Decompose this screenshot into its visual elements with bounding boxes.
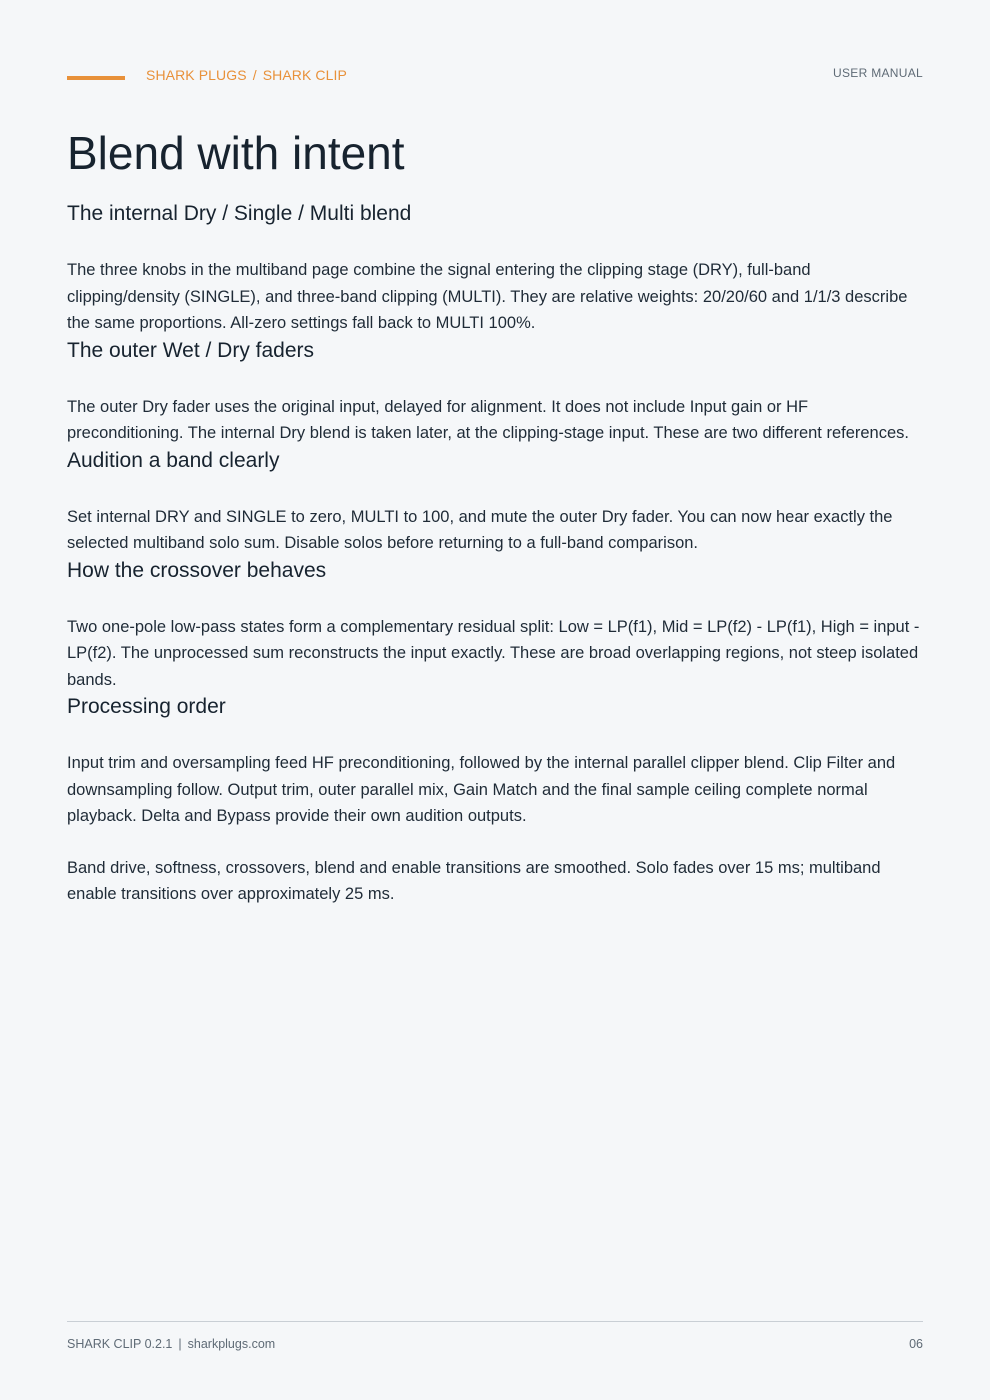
- breadcrumb-separator: /: [252, 67, 257, 83]
- page-header: [67, 66, 923, 86]
- section-paragraph: The three knobs in the multiband page combine the signal entering the clipping stage (DRY), full-band clipping/density (SINGLE), and three-band clipping (MULTI). They are relative weights: 20/20/60 and 1/1/3 describe the same proportions. All-zero settings fall back to MULTI 100%.: [67, 261, 908, 332]
- breadcrumb-item-product: SHARK CLIP: [262, 67, 347, 83]
- page-content: [67, 122, 925, 908]
- page-title: Blend with intent: [67, 127, 405, 179]
- footer-divider: [67, 1321, 923, 1322]
- section-paragraph: Set internal DRY and SINGLE to zero, MULTI to 100, and mute the outer Dry fader. You can now hear exactly the selected multiband solo sum. Disable solos before returning to a full-band comparison.: [67, 507, 893, 552]
- section-heading-crossover: How the crossover behaves: [67, 558, 327, 582]
- section-heading-internal-blend: The internal Dry / Single / Multi blend: [67, 202, 412, 225]
- section-paragraph: Input trim and oversampling feed HF preconditioning, followed by the internal parallel clipper blend. Clip Filter and downsampling follow. Output trim, outer parallel mix, Gain Match and the final sample ceiling complete normal playback. Delta and Bypass provide their own audition outputs.: [67, 754, 896, 825]
- section-heading-outer-faders: The outer Wet / Dry faders: [67, 338, 315, 362]
- section-heading-processing-order: Processing order: [67, 695, 226, 718]
- section-heading-audition-band: Audition a band clearly: [67, 448, 280, 472]
- section-paragraph: The outer Dry fader uses the original input, delayed for alignment. It does not include Input gain or HF preconditioning. The internal Dry blend is taken later, at the clipping-stage input. These are two different references.: [67, 397, 909, 442]
- footer-product-version: SHARK CLIP 0.2.1: [67, 1337, 173, 1351]
- accent-bar: [67, 76, 125, 80]
- section-paragraph: Two one-pole low-pass states form a complementary residual split: Low = LP(f1), Mid = LP(f2) - LP(f1), High = input - LP(f2). The unprocessed sum reconstructs the input exactly. These are broad overlapping regions, not steep isolated bands.: [67, 617, 920, 689]
- section-paragraph: Band drive, softness, crossovers, blend and enable transitions are smoothed. Solo fades over 15 ms; multiband enable transitions over approximately 25 ms.: [67, 858, 881, 903]
- footer-info: [67, 1337, 275, 1351]
- footer-separator: |: [178, 1337, 182, 1351]
- breadcrumb-item-brand: SHARK PLUGS: [146, 67, 247, 83]
- page-number: 06: [909, 1337, 923, 1351]
- breadcrumb: [146, 67, 347, 83]
- footer-website-link[interactable]: sharkplugs.com: [187, 1337, 276, 1351]
- document-type-label: USER MANUAL: [833, 66, 923, 80]
